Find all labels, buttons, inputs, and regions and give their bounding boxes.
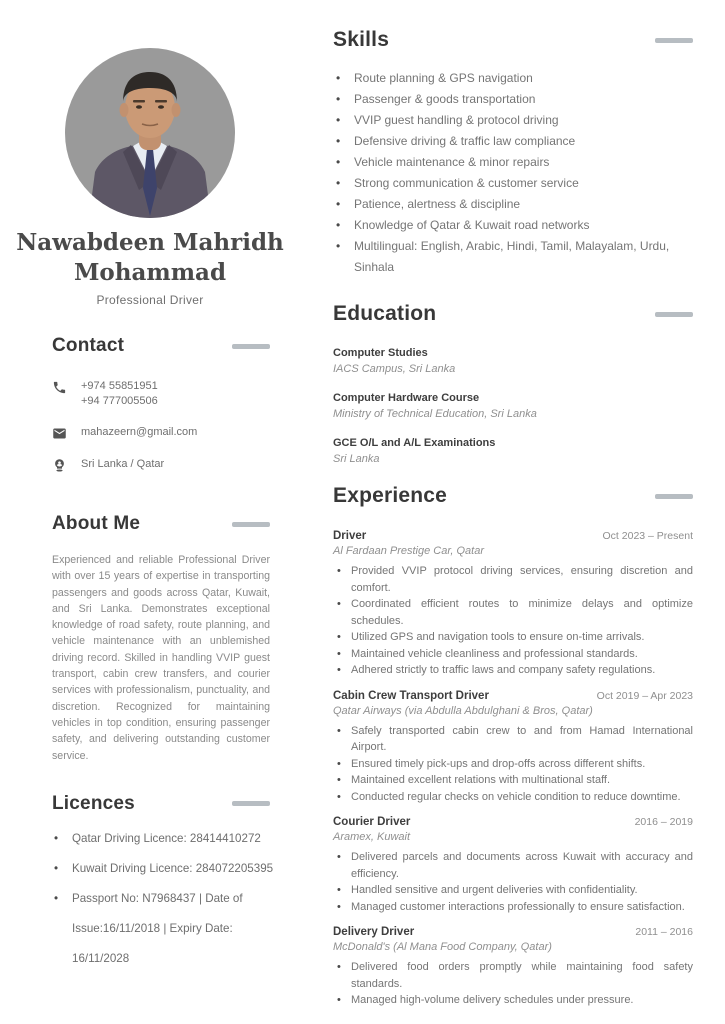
skill-item: • Patience, alertness & discipline <box>333 194 693 215</box>
person-name-line2: Mohammad <box>73 259 227 286</box>
education-title: Computer Studies <box>333 347 428 359</box>
licence-item: • Kuwait Driving Licence: 284072205395 <box>52 854 276 884</box>
skill-item: • Strong communication & customer service <box>333 173 693 194</box>
job-company: McDonald's (Al Mana Food Company, Qatar) <box>333 941 552 953</box>
education-entries <box>333 345 693 467</box>
about-heading: About Me <box>52 513 141 534</box>
job-bullets <box>333 723 693 806</box>
job-dates: Oct 2019 – Apr 2023 <box>596 689 693 702</box>
left-column <box>0 0 300 974</box>
job-company: Qatar Airways (via Abdulla Abdulghani & Bros, Qatar) <box>333 704 593 717</box>
skill-item: • Defensive driving & traffic law compliance <box>333 131 693 152</box>
experience-jobs <box>333 530 693 1009</box>
section-dash <box>655 494 693 499</box>
section-dash <box>232 522 270 527</box>
job-entry <box>333 816 693 915</box>
job-bullet: • Delivered parcels and documents across Kuwait with accuracy and efficiency. <box>333 849 693 882</box>
job-entry <box>333 530 693 679</box>
licences-list <box>52 824 276 974</box>
education-entry <box>333 435 693 467</box>
contact-section <box>52 335 270 473</box>
contact-heading-row <box>52 335 270 357</box>
section-dash <box>655 38 693 43</box>
skills-section <box>333 28 693 278</box>
skill-item: • Knowledge of Qatar & Kuwait road networks <box>333 215 693 236</box>
person-name-line1: Nawabdeen Mahridh <box>16 229 284 256</box>
job-bullets <box>333 563 693 679</box>
job-bullet: • Ensured timely pick-ups and drop-offs across different shifts. <box>333 756 693 773</box>
job-bullet: • Adhered strictly to traffic laws and company safety regulations. <box>333 662 693 679</box>
job-dates: 2011 – 2016 <box>635 926 693 938</box>
job-bullet: • Maintained excellent relations with multinational staff. <box>333 772 693 789</box>
job-bullet: • Handled sensitive and urgent deliveries with confidentiality. <box>333 882 693 899</box>
job-bullet: • Delivered food orders promptly while maintaining food safety standards. <box>333 959 693 992</box>
experience-heading: Experience <box>333 484 448 507</box>
right-column <box>333 28 693 1020</box>
section-dash <box>232 801 270 806</box>
job-title: Driver <box>333 530 367 542</box>
email-address: mahazeern@gmail.com <box>81 426 198 438</box>
job-entry <box>333 690 693 806</box>
skill-item: • Passenger & goods transportation <box>333 89 693 110</box>
phone-numbers <box>81 379 158 409</box>
about-text: Experienced and reliable Professional Driver with over 15 years of expertise in transporting passengers and goods across Qatar, Kuwait, and Sri Lanka. Demonstrates exceptional knowledge of road safety, route planning, and vehicle maintenance with an unblemished driving record. Skilled in handling VVIP guest transport, cabin crew transfers, and courier services with professionalism, punctuality, and discretion. Recognized for maintaining vehicles in top condition, ensuring passenger safety, and delivering outstanding customer service. <box>52 554 270 762</box>
skill-item: • Vehicle maintenance & minor repairs <box>333 152 693 173</box>
person-name <box>0 228 300 288</box>
job-bullet: • Conducted regular checks on vehicle condition to reduce downtime. <box>333 789 693 806</box>
education-subtitle: IACS Campus, Sri Lanka <box>333 363 456 375</box>
job-bullet: • Provided VVIP protocol driving services, ensuring discretion and comfort. <box>333 563 693 596</box>
skill-item: • Multilingual: English, Arabic, Hindi, Tamil, Malayalam, Urdu, Sinhala <box>333 236 693 278</box>
licences-heading: Licences <box>52 792 135 814</box>
experience-section <box>333 484 693 1009</box>
job-title: Cabin Crew Transport Driver <box>333 689 489 702</box>
education-section <box>333 302 693 467</box>
job-bullets <box>333 849 693 915</box>
education-title: Computer Hardware Course <box>333 392 480 404</box>
education-entry <box>333 390 693 422</box>
job-dates: 2016 – 2019 <box>634 816 693 828</box>
education-heading-row <box>333 302 693 326</box>
about-heading-row <box>52 513 270 535</box>
job-bullet: • Managed high-volume delivery schedules under pressure. <box>333 992 693 1009</box>
job-title: Delivery Driver <box>333 926 415 938</box>
job-bullet: • Safely transported cabin crew to and from Hamad International Airport. <box>333 723 693 756</box>
experience-heading-row <box>333 484 693 508</box>
contact-email-row <box>52 425 270 441</box>
job-entry <box>333 926 693 1009</box>
section-dash <box>655 312 693 317</box>
education-subtitle: Ministry of Technical Education, Sri Lanka <box>333 408 537 420</box>
job-title: Courier Driver <box>333 816 411 828</box>
licences-section <box>52 792 274 974</box>
licence-item: • Passport No: N7968437 | Date of Issue:16/11/2018 | Expiry Date: 16/11/2028 <box>52 884 276 974</box>
education-heading: Education <box>333 302 437 325</box>
licence-item: • Qatar Driving Licence: 28414410272 <box>52 824 276 854</box>
education-title: GCE O/L and A/L Examinations <box>333 437 496 449</box>
about-section <box>52 513 270 764</box>
avatar <box>65 48 235 218</box>
location-pin-icon <box>52 458 67 473</box>
contact-heading: Contact <box>52 335 125 356</box>
person-title: Professional Driver <box>96 293 204 307</box>
location-text: Sri Lanka / Qatar <box>81 458 165 470</box>
contact-location-row <box>52 457 270 473</box>
job-company: Al Fardaan Prestige Car, Qatar <box>333 545 485 557</box>
job-bullet: • Utilized GPS and navigation tools to ensure on-time arrivals. <box>333 629 693 646</box>
skills-heading-row <box>333 28 693 52</box>
profile-photo <box>65 48 235 218</box>
mail-icon <box>52 426 67 441</box>
job-bullet: • Maintained vehicle cleanliness and professional standards. <box>333 646 693 663</box>
job-company: Aramex, Kuwait <box>333 831 411 843</box>
job-bullets <box>333 959 693 1009</box>
contact-phone-row <box>52 379 270 409</box>
skill-item: • VVIP guest handling & protocol driving <box>333 110 693 131</box>
job-bullet: • Coordinated efficient routes to minimize delays and optimize schedules. <box>333 596 693 629</box>
licences-heading-row <box>52 793 270 815</box>
section-dash <box>232 344 270 349</box>
phone-number-2: +94 777005506 <box>81 395 158 407</box>
skills-heading: Skills <box>333 28 390 51</box>
education-entry <box>333 345 693 377</box>
phone-icon <box>52 380 67 395</box>
skill-item: • Route planning & GPS navigation <box>333 68 693 89</box>
education-subtitle: Sri Lanka <box>333 453 380 465</box>
skills-list <box>333 68 693 278</box>
phone-number-1: +974 55851951 <box>81 380 158 392</box>
job-dates: Oct 2023 – Present <box>602 530 693 542</box>
job-bullet: • Managed customer interactions professionally to ensure satisfaction. <box>333 899 693 916</box>
